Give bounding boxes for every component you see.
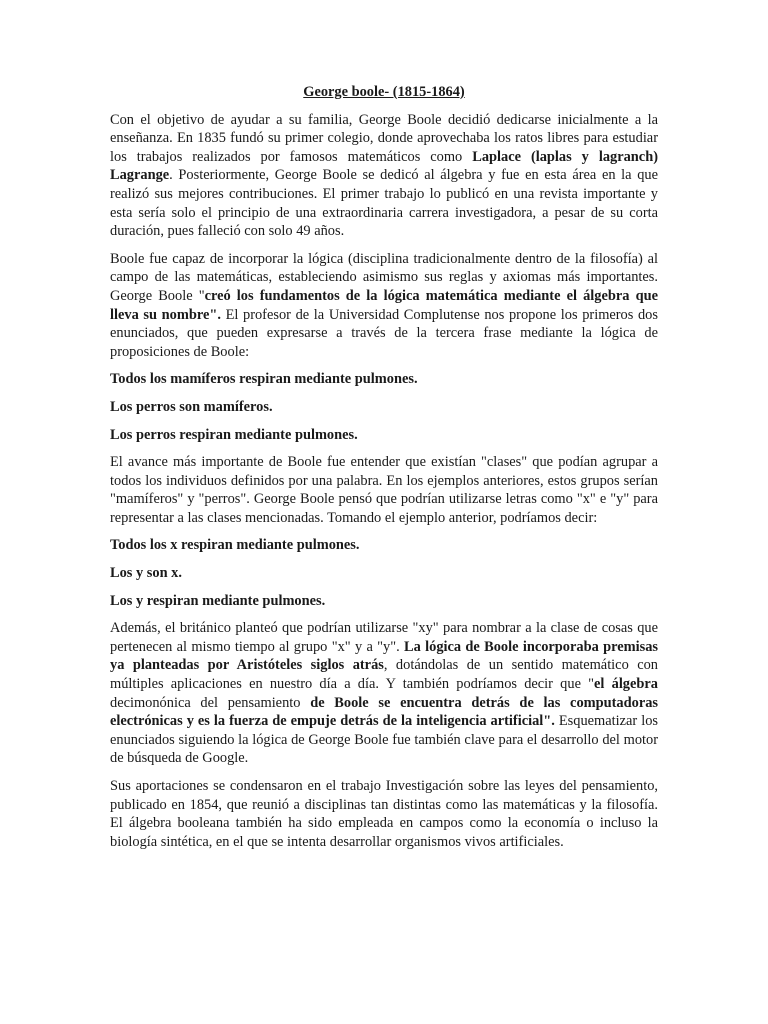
statement-3: Los perros respiran mediante pulmones. <box>110 426 358 443</box>
paragraph-1-text-a: Con el objetivo de ayudar a su familia, George Boole decidió dedicarse inicialmente a la enseñanza. En 1835 fundó su primer colegio, donde aprovechaba los ratos libres para estudiar los trabajos realizados por famosos matemáticos como <box>110 111 658 165</box>
paragraph-1 <box>110 111 658 241</box>
paragraph-2-bold-a: creó los fundamentos de la lógica matemática mediante el álgebra que lleva su nombre". <box>110 287 658 323</box>
statement-5: Los y son x. <box>110 565 182 582</box>
paragraph-4-bold-c: de Boole se encuentra detrás de las computadoras electrónicas y es la fuerza de empuje detrás de la inteligencia artificial". <box>110 694 658 730</box>
paragraph-4-text-d: Esquematizar los enunciados siguiendo la lógica de George Boole fue también clave para el desarrollo del motor de búsqueda de Google. <box>110 713 658 767</box>
paragraph-1-text-b: . Posteriormente, George Boole se dedicó al álgebra y fue en esta área en la que realizó sus mejores contribuciones. El primer trabajo lo publicó en una revista importante y esta sería solo el principio de una extraordinaria carrera investigadora, a pesar de su corta duración, pues falleció con solo 49 años. <box>110 167 658 240</box>
paragraph-4-text-a: Además, el británico planteó que podrían utilizarse "xy" para nombrar a la clase de cosas que pertenecen al mismo tiempo al grupo "x" y a "y". <box>110 620 658 655</box>
statement-6: Los y respiran mediante pulmones. <box>110 592 326 609</box>
document-page <box>110 83 658 860</box>
paragraph-5: Sus aportaciones se condensaron en el trabajo Investigación sobre las leyes del pensamiento, publicado en 1854, que reunió a disciplinas tan distintas como las matemáticas y la filosofía. El álgebra booleana también ha sido empleada en campos como la economía o incluso la biología sintética, en el que se intenta desarrollar organismos vivos artificiales. <box>110 778 658 850</box>
paragraph-2-text-b: El profesor de la Universidad Complutense nos propone los primeros dos enunciados, que pueden expresarse a través de la tercera frase mediante la lógica de proposiciones de Boole: <box>110 306 658 360</box>
paragraph-1-bold-a: Laplace (laplas y lagranch) Lagrange <box>110 148 658 184</box>
paragraph-4 <box>110 619 658 768</box>
paragraph-4-text-c: decimonónica del pensamiento <box>110 694 311 711</box>
statement-4: Todos los x respiran mediante pulmones. <box>110 537 360 554</box>
paragraph-2-text-a: Boole fue capaz de incorporar la lógica (disciplina tradicionalmente dentro de la filosofía) al campo de las matemáticas, estableciendo asimismo sus reglas y axiomas más importantes. George Boole " <box>110 250 658 304</box>
paragraph-4-bold-b: el álgebra <box>594 676 658 693</box>
paragraph-3: El avance más importante de Boole fue entender que existían "clases" que podían agrupar a todos los individuos definidos por una palabra. En los ejemplos anteriores, estos grupos serían "mamíferos" y "perros". George Boole pensó que podrían utilizarse letras como "x" e "y" para representar a las clases mencionadas. Tomando el ejemplo anterior, podríamos decir: <box>110 454 658 526</box>
statement-1: Todos los mamíferos respiran mediante pulmones. <box>110 371 418 388</box>
paragraph-2 <box>110 250 658 362</box>
statement-2: Los perros son mamíferos. <box>110 398 273 415</box>
paragraph-4-bold-a: La lógica de Boole incorporaba premisas ya planteadas por Aristóteles siglos atrás <box>110 638 658 674</box>
document-title: George boole- (1815-1864) <box>303 84 465 100</box>
paragraph-4-text-b: , dotándolas de un sentido matemático con múltiples aplicaciones en nuestro día a día. Y también podríamos decir que " <box>110 657 659 693</box>
